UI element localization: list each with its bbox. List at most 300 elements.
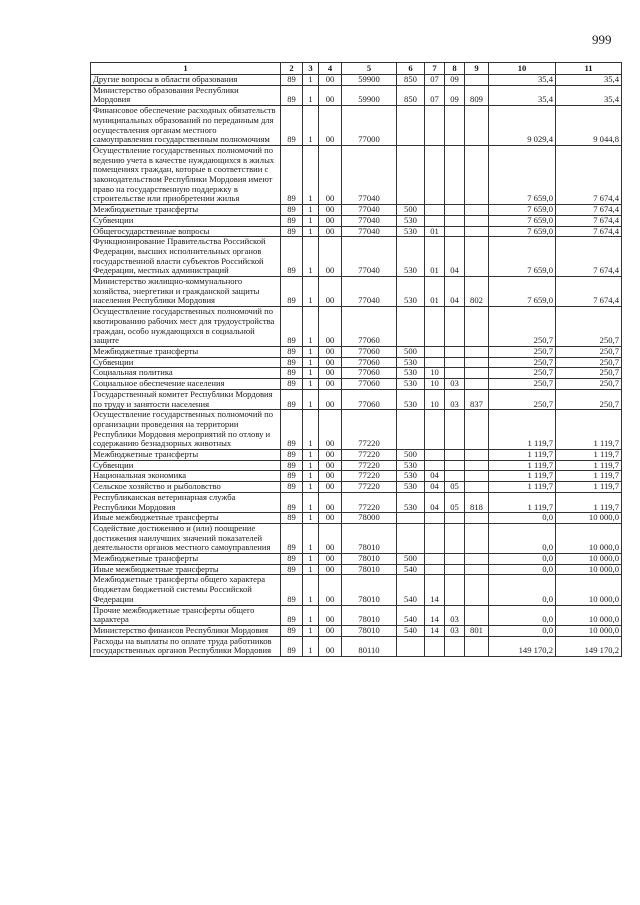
code-subsection (445, 106, 465, 146)
column-header-4: 4 (319, 63, 342, 75)
code-2: 1 (303, 346, 319, 357)
code-section (425, 523, 445, 553)
row-name: Осуществление государственных полномочий по организации проведения на территории Республики Мордовия мероприятий по отлову и содержанию безнадзорных животных (91, 410, 281, 450)
row-name: Функционирование Правительства Российской Федерации, высших исполнительных органов государственной власти субъектов Российской Федерации, местных администраций (91, 237, 281, 277)
code-subsection (445, 346, 465, 357)
row-name: Осуществление государственных полномочий по квотированию рабочих мест для трудоустройства граждан, особо нуждающихся в социальной защите (91, 307, 281, 347)
code-section: 04 (425, 492, 445, 512)
code-section: 01 (425, 226, 445, 237)
table-row (91, 410, 622, 450)
code-subsection: 05 (445, 492, 465, 512)
code-admin: 89 (281, 106, 303, 146)
table-row (91, 75, 622, 86)
code-section (425, 554, 445, 565)
code-2: 1 (303, 554, 319, 565)
table-row (91, 460, 622, 471)
code-program: 59900 (342, 85, 397, 105)
code-admin: 89 (281, 85, 303, 105)
amount-col10: 35,4 (489, 85, 556, 105)
table-row (91, 307, 622, 347)
amount-col11: 250,7 (556, 307, 622, 347)
table-row (91, 513, 622, 524)
code-department (465, 226, 489, 237)
code-expense-type (397, 410, 425, 450)
code-expense-type: 850 (397, 85, 425, 105)
amount-col10: 250,7 (489, 379, 556, 390)
code-expense-type: 530 (397, 492, 425, 512)
code-program: 77060 (342, 368, 397, 379)
amount-col11: 7 674,4 (556, 205, 622, 216)
code-program: 77040 (342, 237, 397, 277)
amount-col10: 250,7 (489, 357, 556, 368)
code-2: 1 (303, 450, 319, 461)
code-2: 1 (303, 636, 319, 656)
code-3: 00 (319, 357, 342, 368)
code-admin: 89 (281, 368, 303, 379)
amount-col10: 7 659,0 (489, 277, 556, 307)
amount-col11: 1 119,7 (556, 450, 622, 461)
code-expense-type: 530 (397, 277, 425, 307)
code-admin: 89 (281, 75, 303, 86)
code-department (465, 346, 489, 357)
code-department (465, 215, 489, 226)
code-3: 00 (319, 379, 342, 390)
code-section (425, 636, 445, 656)
page-number: 999 (592, 32, 612, 47)
code-3: 00 (319, 215, 342, 226)
code-section (425, 357, 445, 368)
table-row (91, 106, 622, 146)
code-admin: 89 (281, 307, 303, 347)
code-2: 1 (303, 379, 319, 390)
code-subsection: 09 (445, 75, 465, 86)
code-2: 1 (303, 460, 319, 471)
code-3: 00 (319, 513, 342, 524)
row-name: Общегосударственные вопросы (91, 226, 281, 237)
amount-col11: 149 170,2 (556, 636, 622, 656)
code-2: 1 (303, 410, 319, 450)
amount-col11: 7 674,4 (556, 215, 622, 226)
code-3: 00 (319, 85, 342, 105)
code-section (425, 215, 445, 226)
code-3: 00 (319, 450, 342, 461)
amount-col10: 0,0 (489, 575, 556, 605)
code-subsection: 09 (445, 85, 465, 105)
row-name: Содействие достижению и (или) поощрение достижения наилучших значений показателей деятельности органов местного самоуправления (91, 523, 281, 553)
code-department: 802 (465, 277, 489, 307)
code-admin: 89 (281, 450, 303, 461)
code-subsection (445, 450, 465, 461)
code-section: 07 (425, 85, 445, 105)
table-row (91, 482, 622, 493)
code-2: 1 (303, 226, 319, 237)
code-subsection (445, 564, 465, 575)
code-expense-type (397, 636, 425, 656)
column-header-2: 2 (281, 63, 303, 75)
code-program: 78010 (342, 554, 397, 565)
amount-col10: 1 119,7 (489, 410, 556, 450)
code-expense-type: 540 (397, 575, 425, 605)
code-department (465, 605, 489, 625)
row-name: Межбюджетные трансферты (91, 205, 281, 216)
amount-col10: 1 119,7 (489, 460, 556, 471)
code-3: 00 (319, 307, 342, 347)
row-name: Министерство финансов Республики Мордовия (91, 625, 281, 636)
code-3: 00 (319, 625, 342, 636)
code-program: 77040 (342, 215, 397, 226)
code-program: 77040 (342, 205, 397, 216)
code-3: 00 (319, 368, 342, 379)
code-department (465, 145, 489, 204)
code-section: 10 (425, 379, 445, 390)
code-subsection (445, 368, 465, 379)
code-department (465, 554, 489, 565)
table-row (91, 554, 622, 565)
code-program: 77040 (342, 277, 397, 307)
code-3: 00 (319, 410, 342, 450)
code-admin: 89 (281, 389, 303, 409)
code-3: 00 (319, 575, 342, 605)
table-row (91, 389, 622, 409)
code-3: 00 (319, 106, 342, 146)
amount-col11: 1 119,7 (556, 410, 622, 450)
code-3: 00 (319, 389, 342, 409)
code-subsection (445, 523, 465, 553)
code-department (465, 205, 489, 216)
amount-col10: 250,7 (489, 368, 556, 379)
row-name: Министерство образования Республики Мордовия (91, 85, 281, 105)
amount-col11: 10 000,0 (556, 513, 622, 524)
code-subsection (445, 357, 465, 368)
code-program: 77220 (342, 410, 397, 450)
amount-col11: 7 674,4 (556, 226, 622, 237)
code-2: 1 (303, 482, 319, 493)
code-subsection (445, 145, 465, 204)
code-expense-type: 540 (397, 625, 425, 636)
code-department (465, 357, 489, 368)
code-expense-type: 500 (397, 205, 425, 216)
table-row (91, 625, 622, 636)
code-2: 1 (303, 307, 319, 347)
code-program: 77000 (342, 106, 397, 146)
column-header-5: 5 (342, 63, 397, 75)
amount-col11: 9 044,8 (556, 106, 622, 146)
code-admin: 89 (281, 215, 303, 226)
code-department: 801 (465, 625, 489, 636)
amount-col10: 0,0 (489, 513, 556, 524)
code-admin: 89 (281, 357, 303, 368)
code-subsection (445, 575, 465, 605)
table-row (91, 205, 622, 216)
column-header-10: 10 (489, 63, 556, 75)
code-3: 00 (319, 605, 342, 625)
code-expense-type: 500 (397, 554, 425, 565)
code-program: 77220 (342, 450, 397, 461)
code-subsection: 03 (445, 625, 465, 636)
amount-col10: 0,0 (489, 625, 556, 636)
table-row (91, 368, 622, 379)
amount-col10: 1 119,7 (489, 450, 556, 461)
table-row (91, 237, 622, 277)
code-program: 77060 (342, 346, 397, 357)
code-expense-type: 530 (397, 482, 425, 493)
column-header-11: 11 (556, 63, 622, 75)
code-department (465, 513, 489, 524)
table-row (91, 226, 622, 237)
code-subsection: 03 (445, 379, 465, 390)
code-section (425, 460, 445, 471)
code-2: 1 (303, 389, 319, 409)
code-subsection (445, 460, 465, 471)
code-admin: 89 (281, 460, 303, 471)
code-2: 1 (303, 605, 319, 625)
code-department (465, 75, 489, 86)
code-3: 00 (319, 460, 342, 471)
code-section (425, 346, 445, 357)
code-department (465, 307, 489, 347)
code-expense-type (397, 106, 425, 146)
code-program: 78010 (342, 605, 397, 625)
code-program: 77060 (342, 389, 397, 409)
code-program: 77060 (342, 357, 397, 368)
row-name: Финансовое обеспечение расходных обязательств муниципальных образований по переданным для осуществления органам местного самоуправления государственным полномочиям (91, 106, 281, 146)
row-name: Субвенции (91, 215, 281, 226)
row-name: Межбюджетные трансферты (91, 554, 281, 565)
code-2: 1 (303, 215, 319, 226)
code-subsection (445, 471, 465, 482)
code-department: 837 (465, 389, 489, 409)
row-name: Прочие межбюджетные трансферты общего характера (91, 605, 281, 625)
code-section (425, 205, 445, 216)
table-row (91, 450, 622, 461)
code-expense-type: 530 (397, 389, 425, 409)
code-program: 78010 (342, 575, 397, 605)
code-section: 04 (425, 471, 445, 482)
code-3: 00 (319, 205, 342, 216)
column-header-8: 8 (445, 63, 465, 75)
amount-col10: 0,0 (489, 523, 556, 553)
amount-col11: 10 000,0 (556, 575, 622, 605)
row-name: Расходы на выплаты по оплате труда работников государственных органов Республики Мордовия (91, 636, 281, 656)
amount-col10: 9 029,4 (489, 106, 556, 146)
code-2: 1 (303, 145, 319, 204)
amount-col11: 10 000,0 (556, 564, 622, 575)
code-program: 77060 (342, 307, 397, 347)
code-expense-type: 530 (397, 460, 425, 471)
code-2: 1 (303, 575, 319, 605)
code-expense-type: 530 (397, 357, 425, 368)
code-department (465, 379, 489, 390)
amount-col10: 7 659,0 (489, 215, 556, 226)
code-program: 77220 (342, 492, 397, 512)
row-name: Другие вопросы в области образования (91, 75, 281, 86)
table-row (91, 575, 622, 605)
table-row (91, 564, 622, 575)
row-name: Социальная политика (91, 368, 281, 379)
code-admin: 89 (281, 482, 303, 493)
column-header-6: 6 (397, 63, 425, 75)
table-row (91, 471, 622, 482)
code-program: 77060 (342, 379, 397, 390)
amount-col10: 250,7 (489, 389, 556, 409)
row-name: Государственный комитет Республики Мордовия по труду и занятости населения (91, 389, 281, 409)
code-department (465, 523, 489, 553)
table-header-row (91, 63, 622, 75)
code-program: 78010 (342, 564, 397, 575)
amount-col11: 7 674,4 (556, 145, 622, 204)
code-2: 1 (303, 471, 319, 482)
code-expense-type: 530 (397, 237, 425, 277)
code-admin: 89 (281, 471, 303, 482)
code-2: 1 (303, 625, 319, 636)
code-2: 1 (303, 85, 319, 105)
row-name: Иные межбюджетные трансферты (91, 564, 281, 575)
amount-col11: 10 000,0 (556, 554, 622, 565)
amount-col10: 1 119,7 (489, 482, 556, 493)
code-3: 00 (319, 636, 342, 656)
code-subsection: 04 (445, 237, 465, 277)
amount-col10: 0,0 (489, 605, 556, 625)
code-section (425, 106, 445, 146)
table-row (91, 636, 622, 656)
code-2: 1 (303, 492, 319, 512)
code-expense-type: 540 (397, 564, 425, 575)
row-name: Сельское хозяйство и рыболовство (91, 482, 281, 493)
code-section: 14 (425, 605, 445, 625)
code-program: 59900 (342, 75, 397, 86)
code-department (465, 471, 489, 482)
amount-col10: 7 659,0 (489, 205, 556, 216)
code-program: 78000 (342, 513, 397, 524)
code-admin: 89 (281, 625, 303, 636)
table-row (91, 346, 622, 357)
code-department: 818 (465, 492, 489, 512)
code-department (465, 636, 489, 656)
code-admin: 89 (281, 277, 303, 307)
code-section: 14 (425, 625, 445, 636)
amount-col11: 250,7 (556, 357, 622, 368)
table-body (91, 75, 622, 657)
code-subsection (445, 554, 465, 565)
code-expense-type: 530 (397, 471, 425, 482)
amount-col10: 7 659,0 (489, 226, 556, 237)
amount-col11: 1 119,7 (556, 482, 622, 493)
code-expense-type: 530 (397, 226, 425, 237)
code-2: 1 (303, 368, 319, 379)
column-header-3: 3 (303, 63, 319, 75)
code-subsection (445, 205, 465, 216)
code-subsection: 04 (445, 277, 465, 307)
code-section: 14 (425, 575, 445, 605)
code-3: 00 (319, 482, 342, 493)
code-department (465, 482, 489, 493)
code-admin: 89 (281, 205, 303, 216)
code-section (425, 450, 445, 461)
column-header-7: 7 (425, 63, 445, 75)
code-3: 00 (319, 277, 342, 307)
row-name: Социальное обеспечение населения (91, 379, 281, 390)
code-section: 04 (425, 482, 445, 493)
code-admin: 89 (281, 145, 303, 204)
table-row (91, 357, 622, 368)
code-2: 1 (303, 106, 319, 146)
row-name: Осуществление государственных полномочий по ведению учета в качестве нуждающихся в жилых помещениях граждан, которые в соответствии с законодательством Республики Мордовия имеют право на государственную поддержку в строительстве или приобретении жилья (91, 145, 281, 204)
code-subsection (445, 410, 465, 450)
code-section (425, 307, 445, 347)
code-section (425, 513, 445, 524)
amount-col10: 250,7 (489, 307, 556, 347)
code-program: 78010 (342, 523, 397, 553)
code-subsection (445, 226, 465, 237)
amount-col11: 35,4 (556, 75, 622, 86)
code-2: 1 (303, 75, 319, 86)
code-expense-type: 500 (397, 346, 425, 357)
budget-table (90, 62, 622, 657)
column-header-9: 9 (465, 63, 489, 75)
code-3: 00 (319, 346, 342, 357)
code-subsection: 05 (445, 482, 465, 493)
row-name: Иные межбюджетные трансферты (91, 513, 281, 524)
code-subsection (445, 215, 465, 226)
code-program: 78010 (342, 625, 397, 636)
code-program: 80110 (342, 636, 397, 656)
code-expense-type: 850 (397, 75, 425, 86)
amount-col11: 250,7 (556, 346, 622, 357)
amount-col11: 250,7 (556, 379, 622, 390)
code-subsection: 03 (445, 389, 465, 409)
table-row (91, 277, 622, 307)
amount-col11: 10 000,0 (556, 605, 622, 625)
code-section (425, 410, 445, 450)
amount-col10: 35,4 (489, 75, 556, 86)
code-department (465, 106, 489, 146)
code-2: 1 (303, 237, 319, 277)
code-3: 00 (319, 492, 342, 512)
code-2: 1 (303, 523, 319, 553)
code-admin: 89 (281, 492, 303, 512)
code-admin: 89 (281, 237, 303, 277)
code-admin: 89 (281, 379, 303, 390)
code-expense-type: 530 (397, 368, 425, 379)
code-expense-type (397, 513, 425, 524)
code-program: 77220 (342, 460, 397, 471)
code-program: 77040 (342, 145, 397, 204)
amount-col11: 250,7 (556, 389, 622, 409)
code-subsection (445, 307, 465, 347)
amount-col10: 0,0 (489, 564, 556, 575)
code-3: 00 (319, 75, 342, 86)
code-admin: 89 (281, 564, 303, 575)
row-name: Межбюджетные трансферты (91, 450, 281, 461)
amount-col11: 250,7 (556, 368, 622, 379)
code-3: 00 (319, 226, 342, 237)
amount-col10: 7 659,0 (489, 237, 556, 277)
code-section: 01 (425, 277, 445, 307)
code-department (465, 575, 489, 605)
amount-col11: 35,4 (556, 85, 622, 105)
table-row (91, 379, 622, 390)
code-department (465, 410, 489, 450)
code-expense-type: 530 (397, 379, 425, 390)
table-row (91, 85, 622, 105)
row-name: Межбюджетные трансферты общего характера бюджетам бюджетной системы Российской Федерации (91, 575, 281, 605)
row-name: Министерство жилищно-коммунального хозяйства, энергетики и гражданской защиты населения Республики Мордовия (91, 277, 281, 307)
amount-col11: 10 000,0 (556, 625, 622, 636)
code-department (465, 450, 489, 461)
amount-col10: 149 170,2 (489, 636, 556, 656)
code-expense-type (397, 145, 425, 204)
code-expense-type: 500 (397, 450, 425, 461)
